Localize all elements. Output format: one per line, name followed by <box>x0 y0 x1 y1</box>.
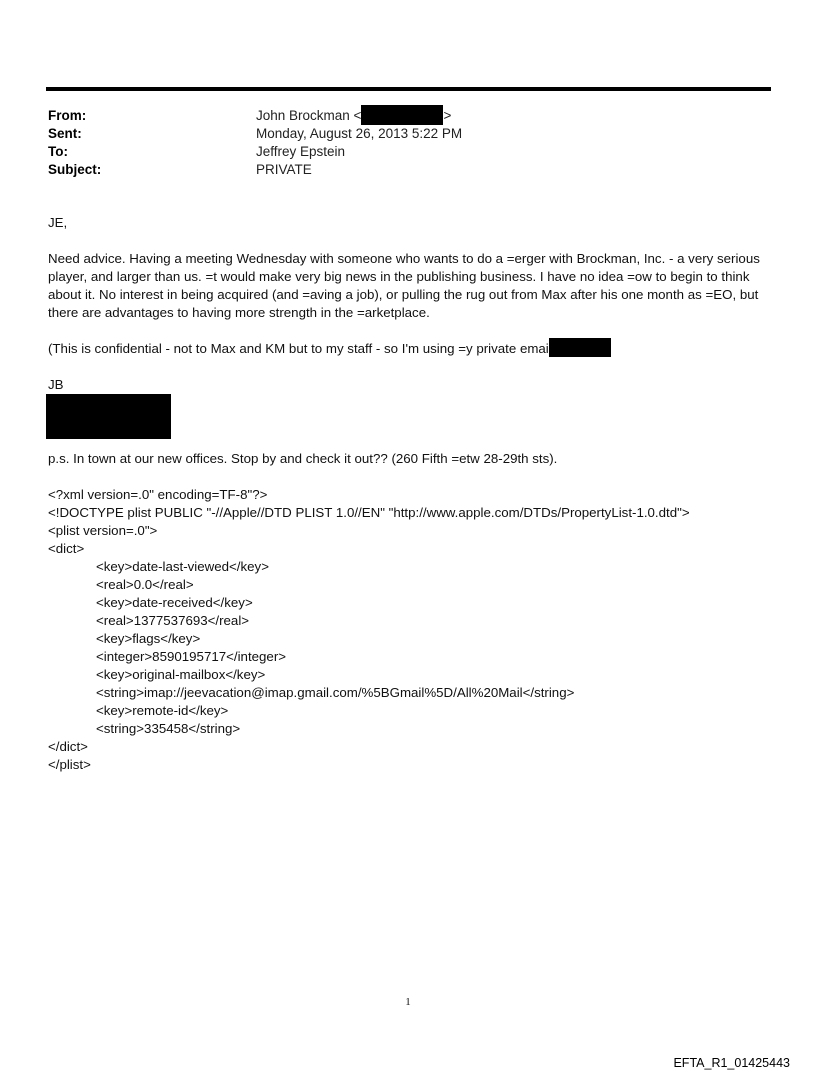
xml-entry: <key>flags</key> <box>96 631 201 646</box>
to-row <box>48 143 768 161</box>
redacted-signature-block <box>46 394 171 439</box>
postscript: p.s. In town at our new offices. Stop by and check it out?? (260 Fifth =etw 28-29th sts). <box>48 451 558 466</box>
xml-entry: <key>date-received</key> <box>96 595 253 610</box>
to-value: Jeffrey Epstein <box>256 144 346 159</box>
xml-entry: <key>original-mailbox</key> <box>96 667 266 682</box>
sent-value: Monday, August 26, 2013 5:22 PM <box>256 126 463 141</box>
xml-entry: <key>date-last-viewed</key> <box>96 559 269 574</box>
xml-entry: <string>335458</string> <box>96 721 241 736</box>
confidential-text: (This is confidential - not to Max and KM but to my staff - so I'm using =y private emai <box>48 341 549 356</box>
sent-row <box>48 125 768 143</box>
sender-name: John Brockman < <box>256 108 362 123</box>
document-id: EFTA_R1_01425443 <box>673 1056 790 1070</box>
signature: JB <box>48 377 64 392</box>
dict-close-tag: </dict> <box>48 739 88 754</box>
from-label: From: <box>48 108 87 123</box>
to-label: To: <box>48 144 68 159</box>
page-number: 1 <box>405 996 411 1008</box>
greeting: JE, <box>48 215 68 230</box>
plist-metadata <box>48 486 773 774</box>
paragraph-confidential <box>48 340 773 358</box>
email-body <box>48 214 773 774</box>
plist-open-tag: <plist version=.0"> <box>48 523 158 538</box>
xml-entry: <real>1377537693</real> <box>96 613 250 628</box>
dict-open-tag: <dict> <box>48 541 85 556</box>
xml-declaration: <?xml version=.0" encoding=TF-8"?> <box>48 487 268 502</box>
paragraph-advice: Need advice. Having a meeting Wednesday with someone who wants to do a =erger with Brockman, Inc. - a very serious player, and larger than us. =t would make very big news in the publishing business. I have no idea =ow to begin to think about it. No interest in being acquired (and =aving a job), or pulling the rug out from Max after his one month as =EO, but there are advantages to having more strength in the =arketplace. <box>48 251 760 320</box>
sender-email-close: > <box>443 108 452 123</box>
xml-entry: <key>remote-id</key> <box>96 703 229 718</box>
xml-entry: <string>imap://jeevacation@imap.gmail.com/%5BGmail%5D/All%20Mail</string> <box>96 685 575 700</box>
plist-close-tag: </plist> <box>48 757 91 772</box>
xml-entry: <integer>8590195717</integer> <box>96 649 287 664</box>
xml-entry: <real>0.0</real> <box>96 577 194 592</box>
xml-doctype: <!DOCTYPE plist PUBLIC "-//Apple//DTD PLIST 1.0//EN" "http://www.apple.com/DTDs/PropertyList-1.0.dtd"> <box>48 505 690 520</box>
header-divider <box>46 87 771 91</box>
from-row <box>48 107 768 125</box>
subject-row <box>48 161 768 179</box>
sent-label: Sent: <box>48 126 82 141</box>
from-value <box>256 107 451 125</box>
subject-value: PRIVATE <box>256 162 312 177</box>
redacted-text <box>549 338 611 357</box>
email-header <box>48 107 768 179</box>
subject-label: Subject: <box>48 162 102 177</box>
redacted-email <box>361 105 443 125</box>
